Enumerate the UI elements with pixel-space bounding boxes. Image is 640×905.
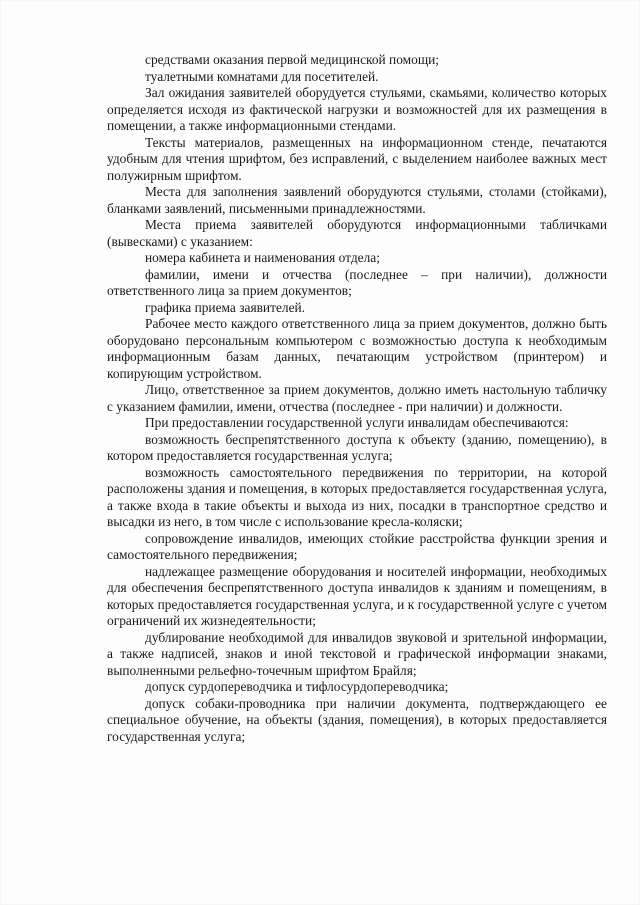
paragraph: Лицо, ответственное за прием документов, должно иметь настольную табличку с указанием фамилии, имени, отчества (последнее - при наличии) и должности.	[107, 382, 607, 414]
paragraph: сопровождение инвалидов, имеющих стойкие расстройства функции зрения и самостоятельного передвижения;	[107, 530, 607, 562]
paragraph: Места для заполнения заявлений оборудуются стульями, столами (стойками), бланками заявлений, письменными принадлежностями.	[107, 184, 607, 216]
paragraph: средствами оказания первой медицинской помощи;	[145, 52, 440, 67]
paragraph: При предоставлении государственной услуги инвалидам обеспечиваются:	[145, 415, 569, 430]
document-body	[107, 52, 607, 745]
paragraph: номера кабинета и наименования отдела;	[145, 250, 380, 265]
paragraph: возможность самостоятельного передвижения по территории, на которой расположены здания и помещения, в которых предоставляется государственная услуга, а также входа в такие объекты и выхода из них, посадки в транспортное средство и высадки из него, в том числе с использование кресла-коляски;	[107, 464, 607, 529]
paragraph: допуск сурдопереводчика и тифлосурдопереводчика;	[145, 679, 449, 694]
paragraph: туалетными комнатами для посетителей.	[145, 68, 379, 84]
paragraph: Места приема заявителей оборудуются информационными табличками (вывесками) с указанием:	[107, 217, 607, 249]
paragraph: Рабочее место каждого ответственного лица за прием документов, должно быть оборудовано персональным компьютером с возможностью доступа к необходимым информационным базам данных, печатающим устройством (принтером) и копирующим устройством.	[107, 316, 607, 381]
paragraph: надлежащее размещение оборудования и носителей информации, необходимых для обеспечения беспрепятственного доступа инвалидов к зданиям и помещениям, в которых предоставляется государственная услуга, и к государственной услуге с учетом ограничений их жизнедеятельности;	[107, 563, 607, 628]
paragraph: Тексты материалов, размещенных на информационном стенде, печатаются удобным для чтения шрифтом, без исправлений, с выделением наиболее важных мест полужирным шрифтом.	[107, 134, 607, 183]
paragraph: возможность беспрепятственного доступа к объекту (зданию, помещению), в котором предоставляется государственная услуга;	[107, 431, 607, 463]
paragraph: дублирование необходимой для инвалидов звуковой и зрительной информации, а также надписей, знаков и иной текстовой и графической информации знаками, выполненными рельефно-точечным шрифтом Брайля;	[107, 629, 607, 678]
paragraph: Зал ожидания заявителей оборудуется стульями, скамьями, количество которых определяется исходя из фактической нагрузки и возможностей для их размещения в помещении, а также информационными стендами.	[107, 85, 607, 133]
paragraph: графика приема заявителей.	[145, 299, 306, 315]
paragraph: допуск собаки-проводника при наличии документа, подтверждающего ее специальное обучение, на объекты (здания, помещения), в которых предоставляется государственная услуга;	[107, 695, 607, 744]
paragraph: фамилии, имени и отчества (последнее – при наличии), должности ответственного лица за прием документов;	[107, 266, 607, 298]
